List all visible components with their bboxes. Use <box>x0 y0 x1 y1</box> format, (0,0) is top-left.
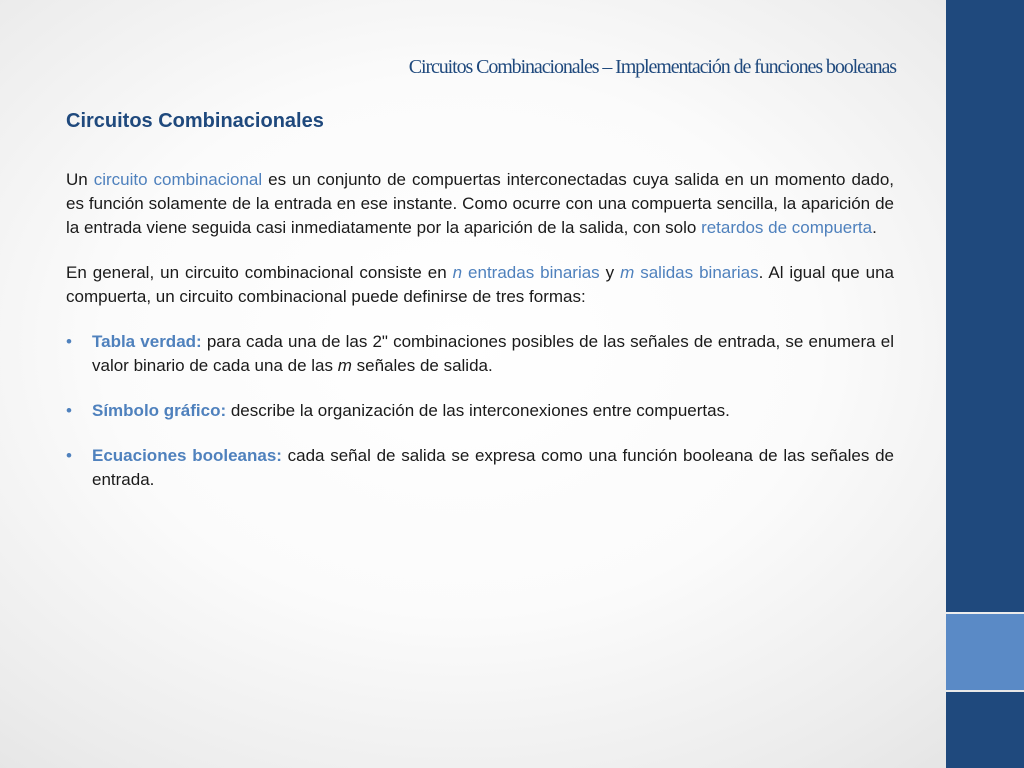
bullet-text: señales de salida. <box>351 356 493 375</box>
sidebar-band-bottom <box>946 692 1024 768</box>
bullet-text: para cada una de las 2" combinaciones posibles de las señales de entrada, se enumera el valor binario de cada una de las <box>92 332 894 375</box>
paragraph-definition <box>66 168 894 240</box>
sidebar-decoration <box>946 0 1024 768</box>
term-salidas-binarias: salidas binarias <box>634 263 759 282</box>
term-entradas-binarias: entradas binarias <box>462 263 600 282</box>
bullet-list <box>66 330 894 492</box>
bullet-term: Ecuaciones booleanas: <box>92 446 282 465</box>
bullet-term: Tabla verdad: <box>92 332 202 351</box>
bullet-item-tabla-verdad <box>66 330 894 378</box>
paragraph-text: . <box>872 218 877 237</box>
paragraph-text: En general, un circuito combinacional consiste en <box>66 263 453 282</box>
bullet-term: Símbolo gráfico: <box>92 401 227 420</box>
bullet-marker: • <box>66 446 72 465</box>
variable-n: n <box>452 263 463 282</box>
bullet-text: describe la organización de las interconexiones entre compuertas. <box>226 401 730 420</box>
paragraph-general <box>66 261 894 309</box>
bullet-marker: • <box>66 401 72 420</box>
section-title: Circuitos Combinacionales <box>66 110 324 132</box>
paragraph-text: y <box>599 263 621 282</box>
bullet-item-ecuaciones-booleanas <box>66 444 894 492</box>
slide-header-title: Circuitos Combinacionales – Implementación de funciones booleanas <box>408 56 896 78</box>
term-circuito-combinacional: circuito combinacional <box>93 170 263 189</box>
bullet-item-simbolo-grafico <box>66 399 894 423</box>
paragraph-text: Un <box>66 170 94 189</box>
variable-m: m <box>337 356 352 375</box>
sidebar-band-top <box>946 0 1024 612</box>
paragraph-text: . Al igual que una compuerta, un circuito combinacional puede definirse de tres formas: <box>66 263 894 306</box>
variable-m: m <box>620 263 635 282</box>
bullet-marker: • <box>66 332 72 351</box>
bullet-text: cada señal de salida se expresa como una función booleana de las señales de entrada. <box>92 446 894 489</box>
sidebar-band-accent <box>946 614 1024 690</box>
term-retardos-de-compuerta: retardos de compuerta <box>701 218 873 237</box>
paragraph-text: es un conjunto de compuertas interconectadas cuya salida en un momento dado, es función solamente de la entrada en ese instante. Como ocurre con una compuerta sencilla, la aparición de la entrada viene seguida casi inmediatamente por la aparición de la salida, con solo <box>66 170 894 237</box>
slide-content <box>66 168 894 513</box>
